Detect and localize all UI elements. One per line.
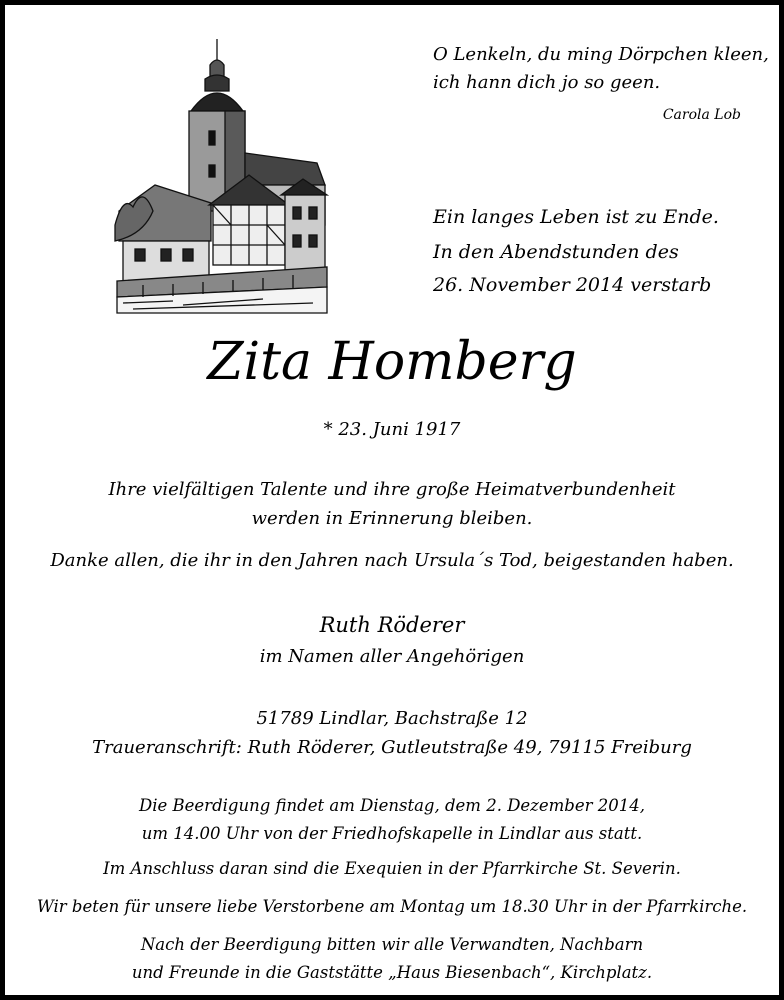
signer-subtitle: im Namen aller Angehörigen bbox=[259, 646, 525, 667]
intro-line: In den Abendstunden des bbox=[433, 241, 679, 263]
funeral-line: um 14.00 Uhr von der Friedhofskapelle in Lindlar aus statt. bbox=[141, 824, 643, 843]
poem-line: ich hann dich jo so geen. bbox=[433, 72, 661, 93]
invitation-line: Nach der Beerdigung bitten wir alle Verwandten, Nachbarn bbox=[140, 935, 644, 954]
tribute-line: Ihre vielfältigen Talente und ihre große Heimatverbundenheit bbox=[108, 479, 676, 500]
funeral-details bbox=[5, 792, 779, 848]
deceased-name: Zita Homberg bbox=[207, 332, 577, 392]
funeral-line: Die Beerdigung findet am Dienstag, dem 2. Dezember 2014, bbox=[139, 796, 645, 815]
memorial-mass-notice: Wir beten für unsere liebe Verstorbene am Montag um 18.30 Uhr in der Pfarrkirche. bbox=[36, 897, 748, 916]
church-village-sketch-image bbox=[113, 35, 331, 317]
intro-line: Ein langes Leben ist zu Ende. bbox=[433, 206, 719, 228]
reception-invitation bbox=[5, 931, 779, 987]
tribute-line: werden in Erinnerung bleiben. bbox=[251, 508, 533, 529]
address-line: Traueranschrift: Ruth Röderer, Gutleutstraße 49, 79115 Freiburg bbox=[92, 737, 692, 758]
birth-date: * 23. Juni 1917 bbox=[323, 419, 461, 440]
address-line: 51789 Lindlar, Bachstraße 12 bbox=[256, 708, 528, 729]
intro-line: 26. November 2014 verstarb bbox=[433, 274, 712, 296]
death-announcement bbox=[433, 201, 773, 302]
thanks-text: Danke allen, die ihr in den Jahren nach Ursula´s Tod, beigestanden haben. bbox=[50, 550, 734, 571]
poem-quote bbox=[433, 41, 773, 129]
exequien-notice: Im Anschluss daran sind die Exequien in der Pfarrkirche St. Severin. bbox=[103, 859, 681, 878]
tribute-text bbox=[5, 475, 779, 533]
signer-name: Ruth Röderer bbox=[319, 613, 465, 637]
poem-line: O Lenkeln, du ming Dörpchen kleen, bbox=[433, 44, 769, 65]
invitation-line: und Freunde in die Gaststätte „Haus Biesenbach“, Kirchplatz. bbox=[131, 963, 653, 982]
poem-author: Carola Lob bbox=[662, 107, 741, 123]
address-block bbox=[5, 704, 779, 762]
